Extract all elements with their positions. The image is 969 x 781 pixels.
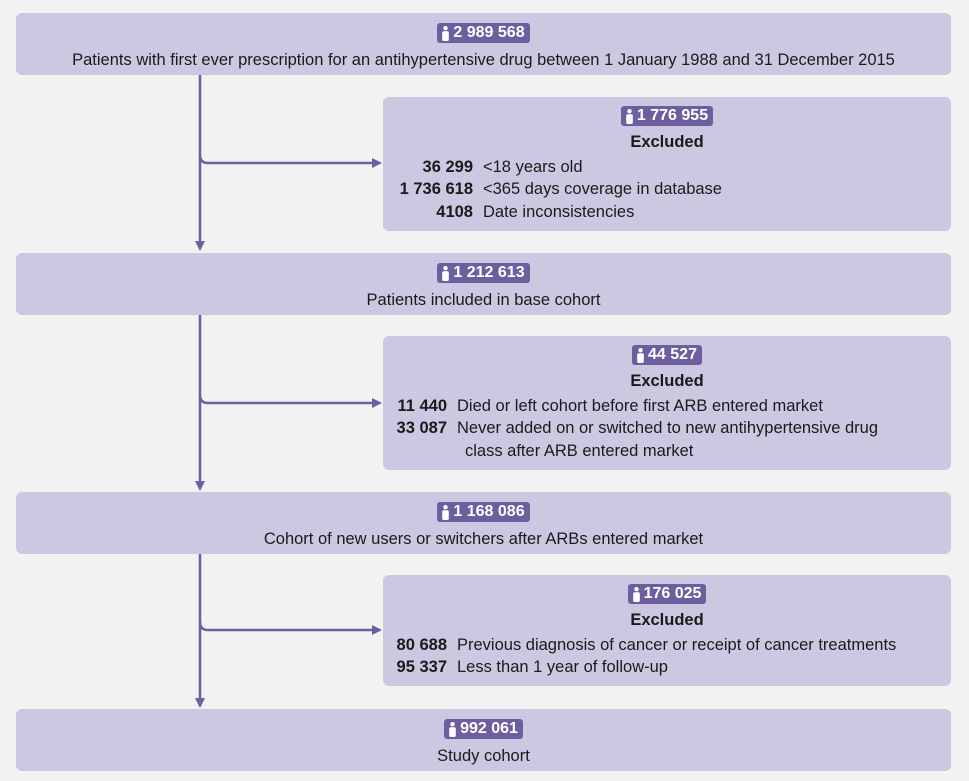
exclusion-reason-continued: class after ARB entered market [465,441,694,460]
count-value: 1 212 613 [453,264,525,281]
arrow-branch-3 [200,622,380,630]
exclusion-count: 33 087 [396,419,447,437]
exclusion-item [383,201,951,224]
exclusion-count: 1 736 618 [399,180,473,198]
new-users-box [16,492,951,554]
start-box [16,13,951,75]
exclusion-count: 36 299 [422,157,473,176]
count-value: 1 168 086 [453,503,525,520]
exclusion-count: 80 688 [396,635,447,654]
person-icon [441,266,450,281]
person-icon [632,587,641,602]
exclusion-list [383,634,951,679]
excluded-title: Excluded [630,371,704,390]
count-badge [621,106,713,126]
exclusion-reason: Previous diagnosis of cancer or receipt of cancer treatments [457,635,897,654]
exclusion-count: 95 337 [396,658,447,676]
exclusion-item [383,634,951,657]
person-icon [636,348,645,363]
exclusion-reason: <18 years old [483,157,583,176]
count-value: 992 061 [460,720,518,737]
exclusion-list [383,156,951,224]
person-icon [625,109,634,124]
box-label: Patients with first ever prescription for an antihypertensive drug between 1 January 1988 and 31 December 2015 [72,50,895,69]
exclusion-item-continuation [383,440,951,463]
exclusion-count: 11 440 [397,396,447,415]
excluded-title: Excluded [630,132,704,151]
count-value: 176 025 [643,585,702,602]
exclusion-reason: Never added on or switched to new antihypertensive drug [457,419,878,437]
count-badge [437,502,529,522]
count-value: 2 989 568 [453,24,525,41]
person-icon [441,26,450,41]
person-icon [448,722,457,737]
box-label: Study cohort [437,746,530,765]
arrow-branch-1 [200,155,380,163]
person-icon [441,505,450,520]
exclusion-reason: Less than 1 year of follow-up [457,658,668,676]
exclusion-box-2 [383,336,951,470]
exclusion-box-3 [383,575,951,686]
exclusion-count: 4108 [436,202,473,221]
excluded-title: Excluded [630,610,704,629]
arrow-branch-2 [200,395,380,403]
box-label: Patients included in base cohort [366,290,601,309]
study-cohort-box [16,709,951,771]
exclusion-box-1 [383,97,951,231]
exclusion-item [383,656,951,679]
exclusion-list [383,395,951,463]
exclusion-item [383,178,951,201]
exclusion-item [383,156,951,179]
box-label: Cohort of new users or switchers after ARBs entered market [263,529,704,548]
exclusion-reason: Died or left cohort before first ARB entered market [457,396,823,415]
count-badge [628,584,707,604]
exclusion-reason: Date inconsistencies [483,202,635,221]
count-value: 44 527 [648,346,697,363]
base-cohort-box [16,253,951,315]
count-badge [444,719,523,739]
exclusion-reason: <365 days coverage in database [483,180,722,198]
count-badge [437,263,529,283]
count-value: 1 776 955 [636,107,709,124]
exclusion-item [383,417,951,440]
exclusion-item [383,395,951,418]
count-badge [632,345,702,365]
count-badge [437,23,529,43]
